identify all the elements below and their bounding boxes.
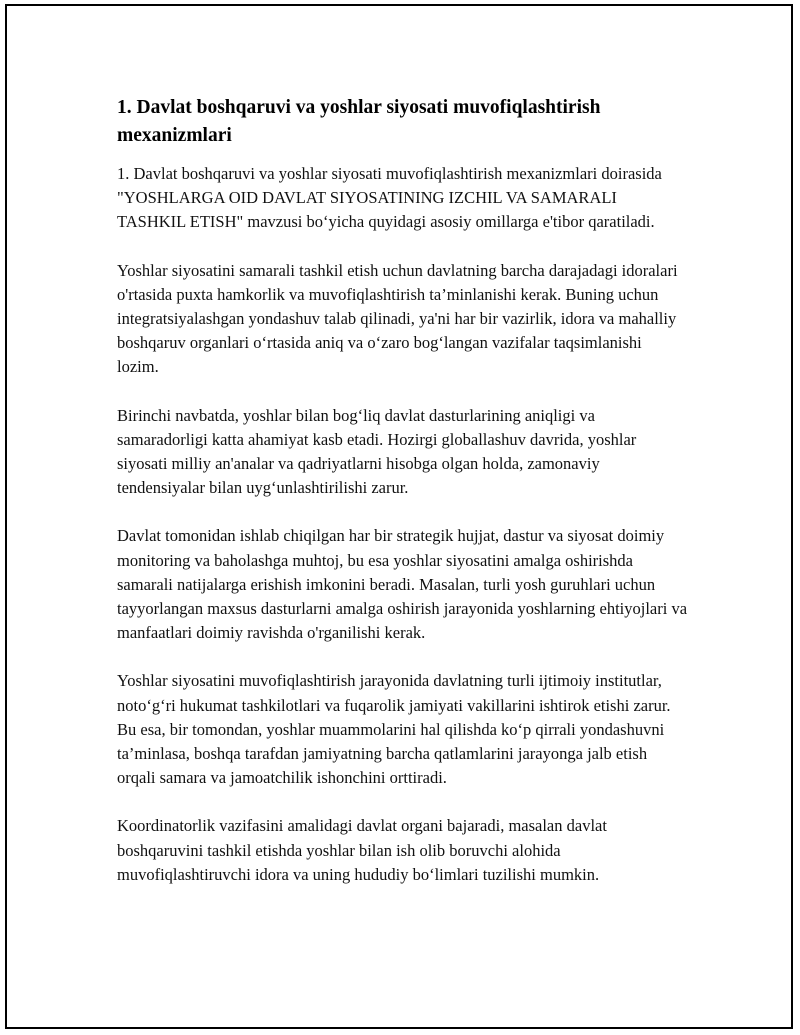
document-body bbox=[117, 94, 687, 911]
paragraph-cooperation: Yoshlar siyosatini samarali tashkil etish uchun davlatning barcha darajadagi idoralari o'rtasida puxta hamkorlik va muvofiqlashtirish ta’minlanishi kerak. Buning uchun integratsiyalashgan yondashuv talab qilinadi, ya'ni har bir vazirlik, idora va mahalliy boshqaruv organlari o‘rtasida aniq va o‘zaro bog‘langan vazifalar taqsimlanishi lozim. bbox=[117, 260, 678, 377]
paragraph-intro: 1. Davlat boshqaruvi va yoshlar siyosati muvofiqlashtirish mexanizmlari doirasida "YOSHLARGA OID DAVLAT SIYOSATINING IZCHIL VA SAMARALI TASHKIL ETISH" mavzusi bo‘yicha quyidagi asosiy omillarga e'tibor qaratiladi. bbox=[117, 164, 662, 232]
paragraph-institutions: Yoshlar siyosatini muvofiqlashtirish jarayonida davlatning turli ijtimoiy institutlar, noto‘g‘ri hukumat tashkilotlari va fuqarolik jamiyati vakillarini ishtirok etishi zarur. Bu esa, bir tomondan, yoshlar muammolarini hal qilishda ko‘p qirrali yondashuvni ta’minlasa, boshqa tarafdan jamiyatning barcha qatlamlarini jarayonga jalb etish orqali samara va jamoatchilik ishonchini orttiradi. bbox=[117, 671, 671, 788]
section-heading: 1. Davlat boshqaruvi va yoshlar siyosati muvofiqlashtirish mexanizmlari bbox=[117, 97, 601, 146]
paragraph-monitoring: Davlat tomonidan ishlab chiqilgan har bir strategik hujjat, dastur va siyosat doimiy monitoring va baholashga muhtoj, bu esa yoshlar siyosatini amalga oshirishda samarali natijalarga erishish imkonini beradi. Masalan, turli yosh guruhlari uchun tayyorlangan maxsus dasturlarni amalga oshirish jarayonida yoshlarning ehtiyojlari va manfaatlari doimiy ravishda o'rganilishi kerak. bbox=[117, 526, 688, 643]
paragraph-programs: Birinchi navbatda, yoshlar bilan bog‘liq davlat dasturlarining aniqligi va samaradorligi katta ahamiyat kasb etadi. Hozirgi globallashuv davrida, yoshlar siyosati milliy an'analar va qadriyatlarni hisobga olgan holda, zamonaviy tendensiyalar bilan uyg‘unlashtirilishi zarur. bbox=[117, 405, 637, 498]
paragraph-coordination: Koordinatorlik vazifasini amalidagi davlat organi bajaradi, masalan davlat boshqaruvini tashkil etishda yoshlar bilan ish olib boruvchi alohida muvofiqlashtiruvchi idora va uning hududiy bo‘limlari tuzilishi mumkin. bbox=[117, 816, 607, 884]
